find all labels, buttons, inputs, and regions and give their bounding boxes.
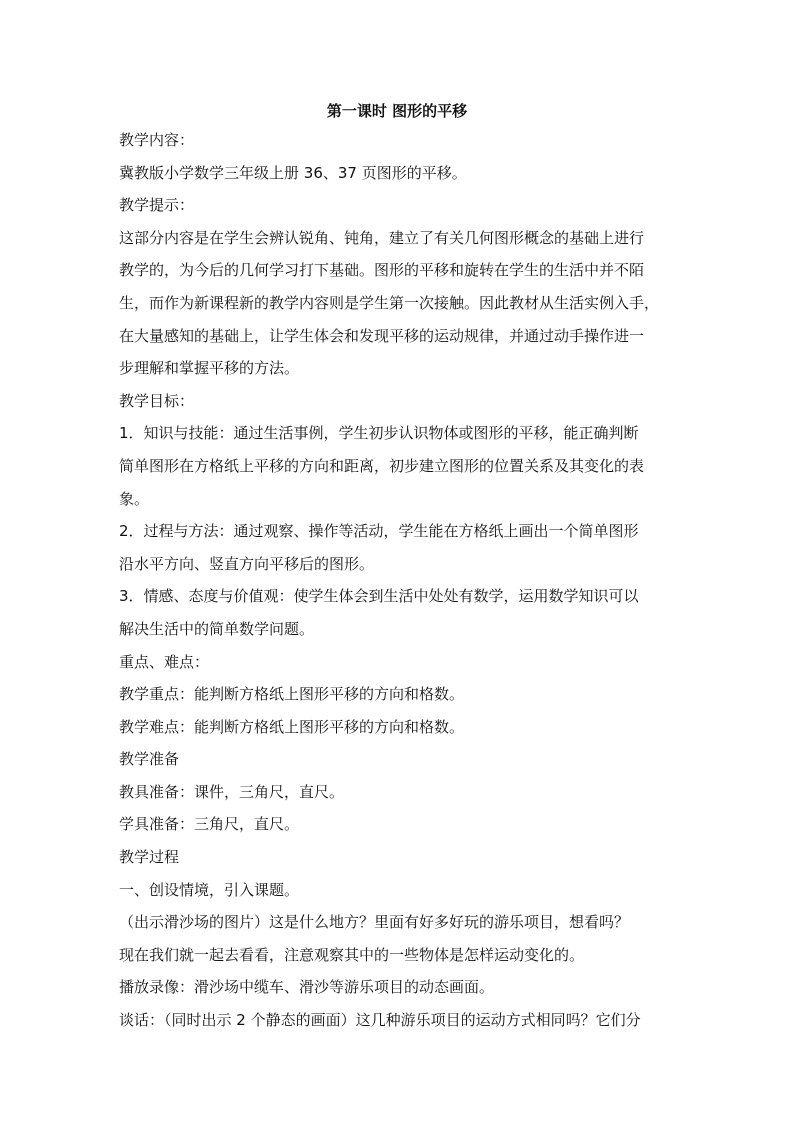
text-line: 1．知识与技能：通过生活事例，学生初步认识物体或图形的平移，能正确判断 — [119, 424, 639, 443]
text-line: 象。 — [119, 489, 150, 508]
text-line: 现在我们就一起去看看，注意观察其中的一些物体是怎样运动变化的。 — [119, 945, 585, 964]
text-line: 学具准备：三角尺，直尺。 — [119, 815, 300, 834]
text-line: 步理解和掌握平移的方法。 — [119, 359, 300, 378]
text-line: 教具准备：课件，三角尺，直尺。 — [119, 782, 345, 801]
text-line: 这部分内容是在学生会辨认锐角、钝角，建立了有关几何图形概念的基础上进行 — [119, 228, 645, 247]
document-body — [119, 124, 679, 1037]
text-line: 教学的，为今后的几何学习打下基础。图形的平移和旋转在学生的生活中并不陌 — [119, 261, 645, 280]
text-line: 在大量感知的基础上，让学生体会和发现平移的运动规律，并通过动手操作进一 — [119, 326, 645, 345]
text-line: 解决生活中的简单数学问题。 — [119, 619, 315, 638]
text-line: 沿水平方向、竖直方向平移后的图形。 — [119, 554, 375, 573]
text-line: 教学提示： — [119, 196, 195, 215]
page-title: 第一课时 图形的平移 — [326, 102, 468, 120]
text-line: 播放录像：滑沙场中缆车、滑沙等游乐项目的动态画面。 — [119, 978, 495, 997]
text-line: 教学准备 — [119, 750, 180, 769]
text-line: 3．情感、态度与价值观：使学生体会到生活中处处有数学，运用数学知识可以 — [119, 587, 639, 606]
text-line: 2．过程与方法：通过观察、操作等活动，学生能在方格纸上画出一个简单图形 — [119, 522, 639, 541]
text-line: 谈话：（同时出示 2 个静态的画面）这几种游乐项目的运动方式相同吗？它们分 — [119, 1011, 641, 1030]
text-line: 简单图形在方格纸上平移的方向和距离，初步建立图形的位置关系及其变化的表 — [119, 456, 645, 475]
text-line: 教学过程 — [119, 848, 180, 867]
text-line: （出示滑沙场的图片）这是什么地方？里面有好多好玩的游乐项目，想看吗？ — [119, 913, 630, 932]
text-line: 一、创设情境，引入课题。 — [119, 880, 300, 899]
text-line: 生，而作为新课程新的教学内容则是学生第一次接触。因此教材从生活实例入手， — [119, 293, 660, 312]
text-line: 教学目标： — [119, 391, 195, 410]
text-line: 教学内容： — [119, 131, 195, 149]
text-line: 重点、难点： — [119, 652, 210, 671]
text-line: 冀教版小学数学三年级上册 36、37 页图形的平移。 — [119, 163, 467, 182]
text-line: 教学难点：能判断方格纸上图形平移的方向和格数。 — [119, 717, 465, 736]
text-line: 教学重点：能判断方格纸上图形平移的方向和格数。 — [119, 685, 465, 704]
